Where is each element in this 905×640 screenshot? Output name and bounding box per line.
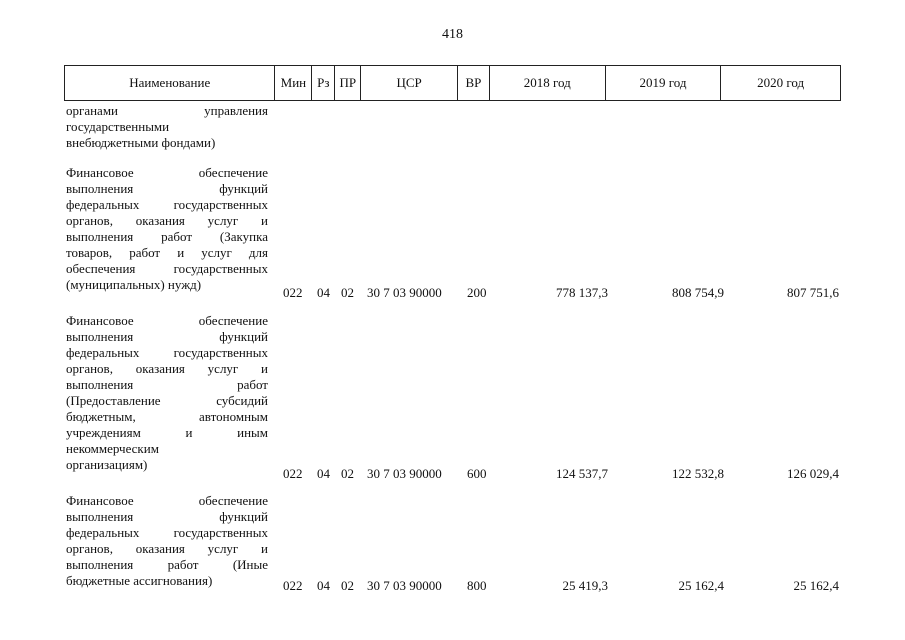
cell-vr: 200 <box>467 285 487 300</box>
cell-min: 022 <box>283 285 303 300</box>
name-line: органов, оказания услуг и <box>66 541 268 556</box>
header-vr: ВР <box>458 66 490 100</box>
cell-rz: 04 <box>317 466 330 481</box>
name-line: выполнения работ (Иные <box>66 557 268 572</box>
name-line: Финансовое обеспечение <box>66 165 268 180</box>
cell-2018: 25 419,3 <box>562 578 608 593</box>
header-pr: ПР <box>335 66 361 100</box>
cell-vr: 800 <box>467 578 487 593</box>
name-line: обеспечения государственных <box>66 261 268 276</box>
name-line: федеральных государственных <box>66 197 268 212</box>
cell-min: 022 <box>283 466 303 481</box>
name-line: органов, оказания услуг и <box>66 361 268 376</box>
cell-pr: 02 <box>341 578 354 593</box>
row-name <box>66 493 268 589</box>
cell-csr: 30 7 03 90000 <box>367 578 442 593</box>
name-line: выполнения функций <box>66 509 268 524</box>
name-line: выполнения функций <box>66 329 268 344</box>
cell-csr: 30 7 03 90000 <box>367 466 442 481</box>
name-line: выполнения работ <box>66 377 268 392</box>
header-min: Мин <box>275 66 312 100</box>
name-line: федеральных государственных <box>66 345 268 360</box>
header-2020: 2020 год <box>757 75 805 90</box>
name-line: федеральных государственных <box>66 525 268 540</box>
name-line: организациям) <box>66 457 148 472</box>
table-header <box>64 65 841 101</box>
row-name <box>66 313 268 473</box>
cell-pr: 02 <box>341 285 354 300</box>
cell-rz: 04 <box>317 578 330 593</box>
cell-2020: 25 162,4 <box>793 578 839 593</box>
name-line: Финансовое обеспечение <box>66 313 268 328</box>
name-line: государственными <box>66 119 170 134</box>
row-name <box>66 165 268 293</box>
name-line: внебюджетными фондами) <box>66 135 216 150</box>
header-csr: ЦСР <box>361 66 458 100</box>
cell-2018: 778 137,3 <box>556 285 608 300</box>
cell-vr: 600 <box>467 466 487 481</box>
header-2019: 2019 год <box>606 66 722 100</box>
cell-2020: 126 029,4 <box>787 466 839 481</box>
name-line: (Предоставление субсидий <box>66 393 268 408</box>
cell-2020: 807 751,6 <box>787 285 839 300</box>
cell-2019: 25 162,4 <box>678 578 724 593</box>
cell-min: 022 <box>283 578 303 593</box>
name-line: Финансовое обеспечение <box>66 493 268 508</box>
name-line: бюджетные ассигнования) <box>66 573 213 588</box>
name-line: учреждениям и иным <box>66 425 268 440</box>
name-line: бюджетным, автономным <box>66 409 268 424</box>
header-rz: Рз <box>312 66 335 100</box>
cell-csr: 30 7 03 90000 <box>367 285 442 300</box>
name-line: органами управления <box>66 103 268 118</box>
cell-pr: 02 <box>341 466 354 481</box>
cell-2019: 122 532,8 <box>672 466 724 481</box>
name-line: выполнения работ (Закупка <box>66 229 268 244</box>
name-line: (муниципальных) нужд) <box>66 277 202 292</box>
name-line: товаров, работ и услуг для <box>66 245 268 260</box>
cell-rz: 04 <box>317 285 330 300</box>
name-line: выполнения функций <box>66 181 268 196</box>
header-name: Наименование <box>65 66 275 100</box>
name-line: органов, оказания услуг и <box>66 213 268 228</box>
cell-2018: 124 537,7 <box>556 466 608 481</box>
page-number: 418 <box>442 27 463 42</box>
name-line: некоммерческим <box>66 441 159 456</box>
header-2018: 2018 год <box>490 66 606 100</box>
cell-2019: 808 754,9 <box>672 285 724 300</box>
row-name <box>66 103 268 151</box>
